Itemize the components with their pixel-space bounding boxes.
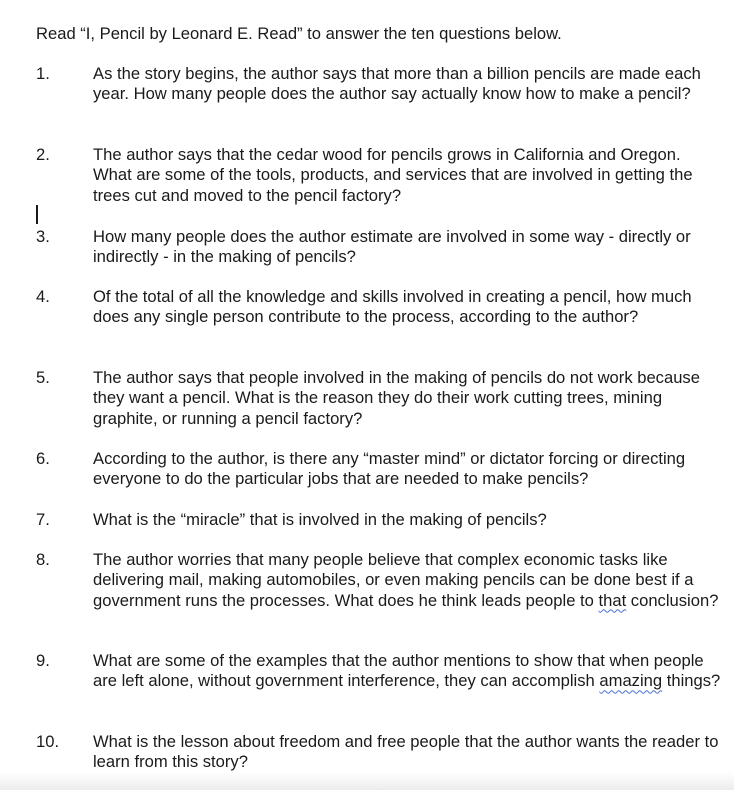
question-text-part: things? bbox=[662, 671, 721, 691]
question-text: The author says that people involved in the making of pencils do not work because they want a pencil. What is the reason they do their work cutting trees, mining graphite, or running a pencil factory? bbox=[93, 368, 700, 428]
question-number: 8. bbox=[36, 550, 50, 569]
question-number: 7. bbox=[36, 510, 50, 529]
question-number: 10. bbox=[36, 732, 60, 751]
question-text: As the story begins, the author says that more than a billion pencils are made each year. How many people does the author say actually know how to make a pencil? bbox=[93, 64, 701, 104]
question-number: 6. bbox=[36, 449, 50, 468]
question-text: How many people does the author estimate are involved in some way - directly or indirectly - in the making of pencils? bbox=[93, 227, 691, 267]
question-number: 4. bbox=[36, 287, 50, 306]
question-text bbox=[93, 550, 723, 611]
spellcheck-flagged-word[interactable]: amazing bbox=[599, 671, 663, 691]
question-text-part: The author worries that many people believe that complex economic tasks like delivering mail, making automobiles, or even making pencils can be done best if a government runs the processes. What does he think leads people to bbox=[93, 550, 694, 610]
page-bottom-shadow bbox=[0, 772, 734, 790]
question-text bbox=[93, 651, 723, 692]
question-text: The author says that the cedar wood for pencils grows in California and Oregon. What are some of the tools, products, and services that are involved in getting the trees cut and moved to the pencil factory? bbox=[93, 145, 693, 205]
question-number: 5. bbox=[36, 368, 50, 387]
instructions-text: Read “I, Pencil by Leonard E. Read” to answer the ten questions below. bbox=[36, 24, 562, 43]
question-number: 9. bbox=[36, 651, 50, 670]
question-text: What is the lesson about freedom and free people that the author wants the reader to learn from this story? bbox=[93, 732, 719, 772]
question-text-part: What are some of the examples that the author mentions to show that when people are left alone, without government interference, they can accomplish bbox=[93, 651, 704, 691]
question-text: According to the author, is there any “master mind” or dictator forcing or directing everyone to do the particular jobs that are needed to make pencils? bbox=[93, 449, 686, 489]
question-text-part: conclusion? bbox=[626, 590, 719, 610]
spellcheck-flagged-word[interactable]: that bbox=[598, 590, 627, 610]
question-text: What is the “miracle” that is involved in the making of pencils? bbox=[93, 510, 547, 529]
question-number: 2. bbox=[36, 145, 50, 164]
question-number: 1. bbox=[36, 64, 50, 83]
question-number: 3. bbox=[36, 227, 50, 246]
text-cursor bbox=[36, 205, 38, 224]
question-text: Of the total of all the knowledge and skills involved in creating a pencil, how much does any single person contribute to the process, according to the author? bbox=[93, 287, 692, 327]
